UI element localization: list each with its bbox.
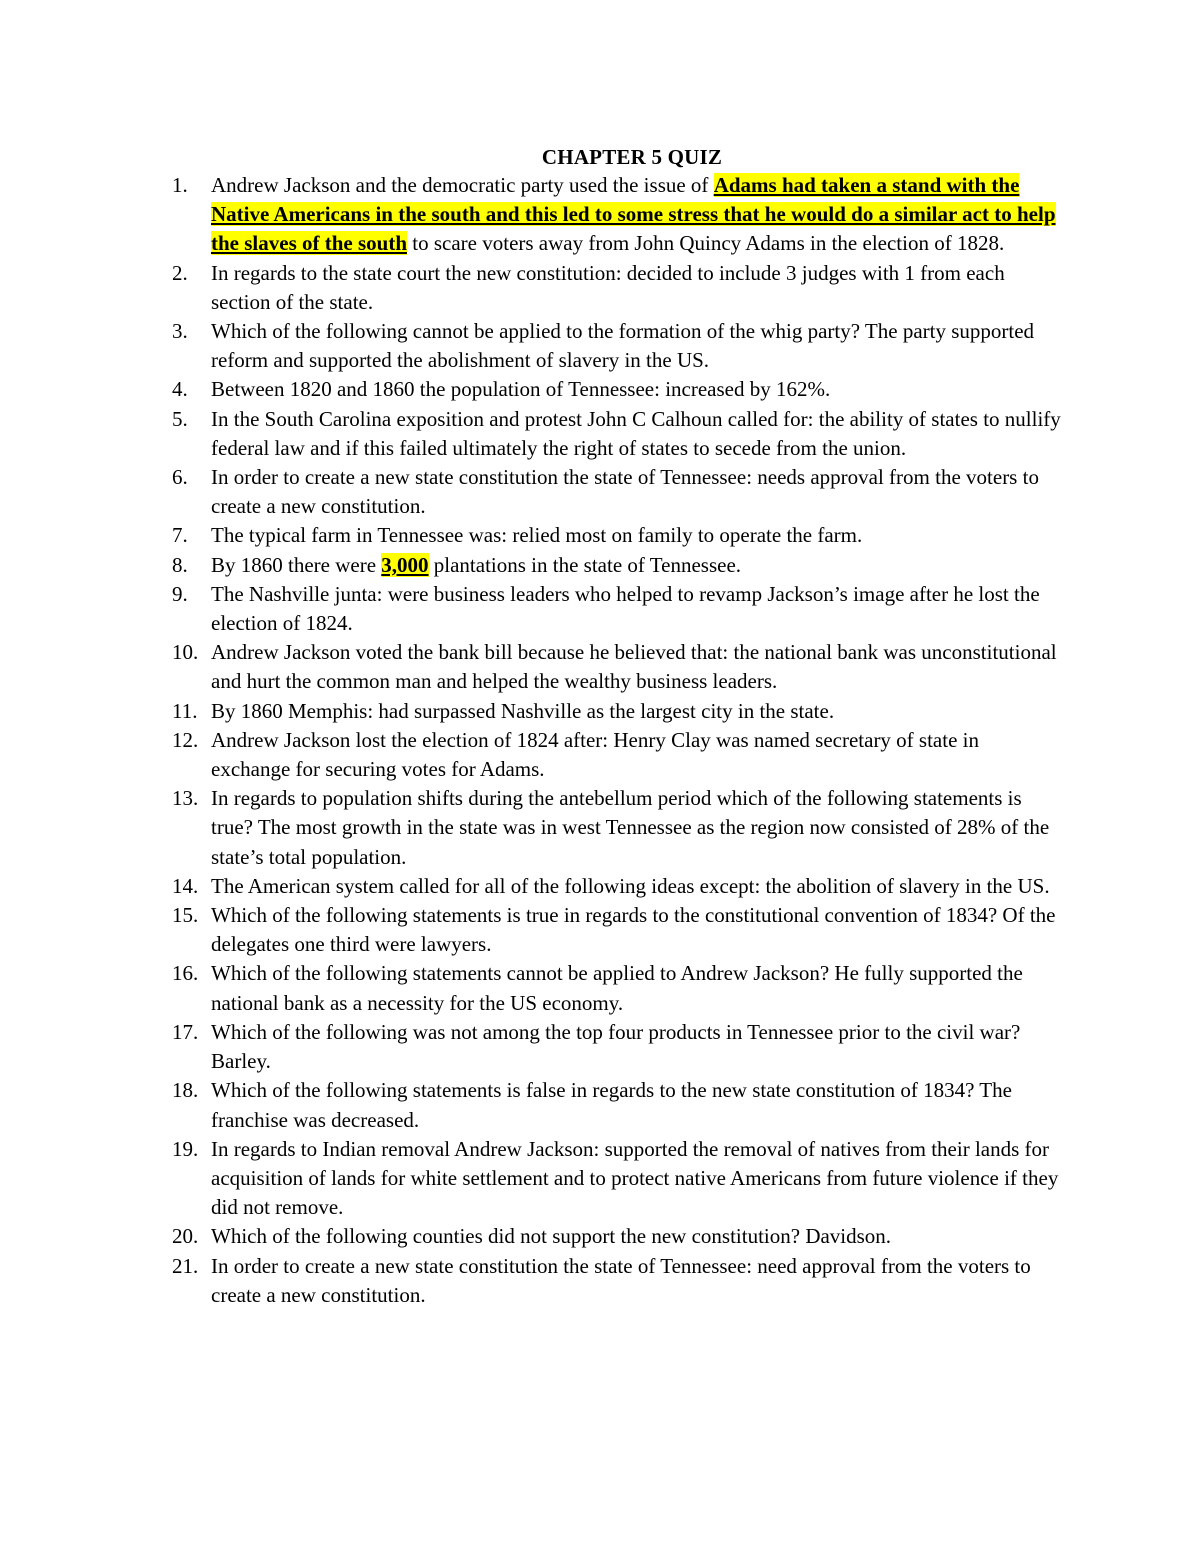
item-text: Andrew Jackson lost the election of 1824 after: Henry Clay was named secretary of state in exchange for securing votes for Adams.: [211, 727, 979, 782]
item-number: 14.: [172, 873, 199, 898]
item-number: 2.: [172, 260, 188, 285]
item-text: The Nashville junta: were business leaders who helped to revamp Jackson’s image after he lost the election of 1824.: [211, 581, 1040, 636]
quiz-item: [0, 521, 1061, 550]
item-number: 17.: [172, 1019, 199, 1044]
highlighted-answer: Adams had taken a stand with the Native Americans in the south and this led to some stress that he would do a similar act to help the slaves of the south: [211, 173, 1056, 256]
item-text: In regards to population shifts during the antebellum period which of the following statements is true? The most growth in the state was in west Tennessee as the region now consisted of 28% of the state’s total population.: [211, 786, 1050, 869]
item-number: 3.: [172, 319, 188, 344]
item-number: 8.: [172, 552, 188, 577]
item-text: Which of the following counties did not support the new constitution? Davidson.: [211, 1224, 892, 1249]
quiz-item: [0, 784, 1061, 872]
quiz-item: [0, 1076, 1061, 1134]
item-text: Andrew Jackson voted the bank bill because he believed that: the national bank was unconstitutional and hurt the common man and helped the wealthy business leaders.: [211, 640, 1057, 694]
quiz-item: [0, 697, 1061, 726]
quiz-item: [0, 959, 1061, 1017]
item-number: 18.: [172, 1078, 199, 1103]
quiz-item: [0, 463, 1061, 521]
item-number: 1.: [172, 173, 188, 197]
quiz-item: [0, 638, 1061, 696]
quiz-item: [0, 1018, 1061, 1076]
quiz-item: [0, 317, 1061, 375]
item-number: 4.: [172, 377, 188, 402]
item-text: In regards to Indian removal Andrew Jackson: supported the removal of natives from their lands for acquisition of lands for white settlement and to protect native Americans from future violence if they did not remove.: [211, 1136, 1059, 1220]
item-number: 15.: [172, 903, 199, 928]
quiz-item: [0, 1252, 1061, 1310]
item-text: Which of the following statements is true in regards to the constitutional convention of 1834? Of the delegates one third were lawyers.: [211, 903, 1056, 957]
quiz-item: [0, 405, 1061, 463]
item-text: Between 1820 and 1860 the population of Tennessee: increased by 162%.: [211, 377, 831, 402]
item-number: 5.: [172, 406, 188, 431]
item-text: Which of the following was not among the top four products in Tennessee prior to the civil war? Barley.: [211, 1019, 1021, 1074]
item-number: 9.: [172, 581, 188, 606]
item-number: 19.: [172, 1136, 199, 1161]
item-text: The American system called for all of the following ideas except: the abolition of slavery in the US.: [211, 873, 1050, 898]
item-text: Which of the following cannot be applied to the formation of the whig party? The party supported reform and supported the abolishment of slavery in the US.: [211, 319, 1035, 373]
item-number: 11.: [172, 698, 198, 723]
item-text: Which of the following statements cannot be applied to Andrew Jackson? He fully supported the national bank as a necessity for the US economy.: [211, 961, 1023, 1015]
quiz-item: [0, 901, 1061, 959]
item-number: 20.: [172, 1224, 199, 1249]
item-text: to scare voters away from John Quincy Adams in the election of 1828.: [407, 231, 1005, 256]
item-text: The typical farm in Tennessee was: relied most on family to operate the farm.: [211, 523, 863, 548]
quiz-item: [0, 375, 1061, 404]
quiz-item: [0, 259, 1061, 317]
item-text: In order to create a new state constitution the state of Tennessee: needs approval from the voters to create a new constitution.: [211, 465, 1039, 519]
quiz-item: [0, 1135, 1061, 1223]
item-text: Which of the following statements is false in regards to the new state constitution of 1834? The franchise was decreased.: [211, 1078, 1012, 1132]
quiz-item: [0, 171, 1061, 259]
item-text: In the South Carolina exposition and protest John C Calhoun called for: the ability of states to nullify federal law and if this failed ultimately the right of states to secede from the union.: [211, 406, 1061, 460]
item-text: In regards to the state court the new constitution: decided to include 3 judges with 1 from each section of the state.: [211, 260, 1005, 314]
quiz-item: [0, 580, 1061, 638]
item-number: 6.: [172, 465, 188, 490]
item-text: plantations in the state of Tennessee.: [428, 552, 742, 577]
item-number: 7.: [172, 523, 188, 548]
item-text: Andrew Jackson and the democratic party used the issue of: [211, 173, 714, 197]
item-number: 12.: [172, 727, 199, 752]
quiz-item: [0, 872, 1061, 901]
quiz-list: [0, 171, 1200, 1310]
quiz-item: [0, 1222, 1061, 1251]
quiz-item: [0, 726, 1061, 784]
item-text: By 1860 there were: [211, 552, 382, 577]
page-title: CHAPTER 5 QUIZ: [541, 145, 723, 169]
highlighted-answer: 3,000: [381, 552, 429, 577]
item-text: In order to create a new state constitution the state of Tennessee: need approval from the voters to create a new constitution.: [211, 1253, 1031, 1307]
item-number: 13.: [172, 786, 199, 811]
quiz-item: [0, 551, 1061, 580]
item-text: By 1860 Memphis: had surpassed Nashville as the largest city in the state.: [211, 698, 835, 723]
item-number: 16.: [172, 961, 199, 986]
item-number: 21.: [172, 1253, 199, 1278]
item-number: 10.: [172, 640, 199, 665]
